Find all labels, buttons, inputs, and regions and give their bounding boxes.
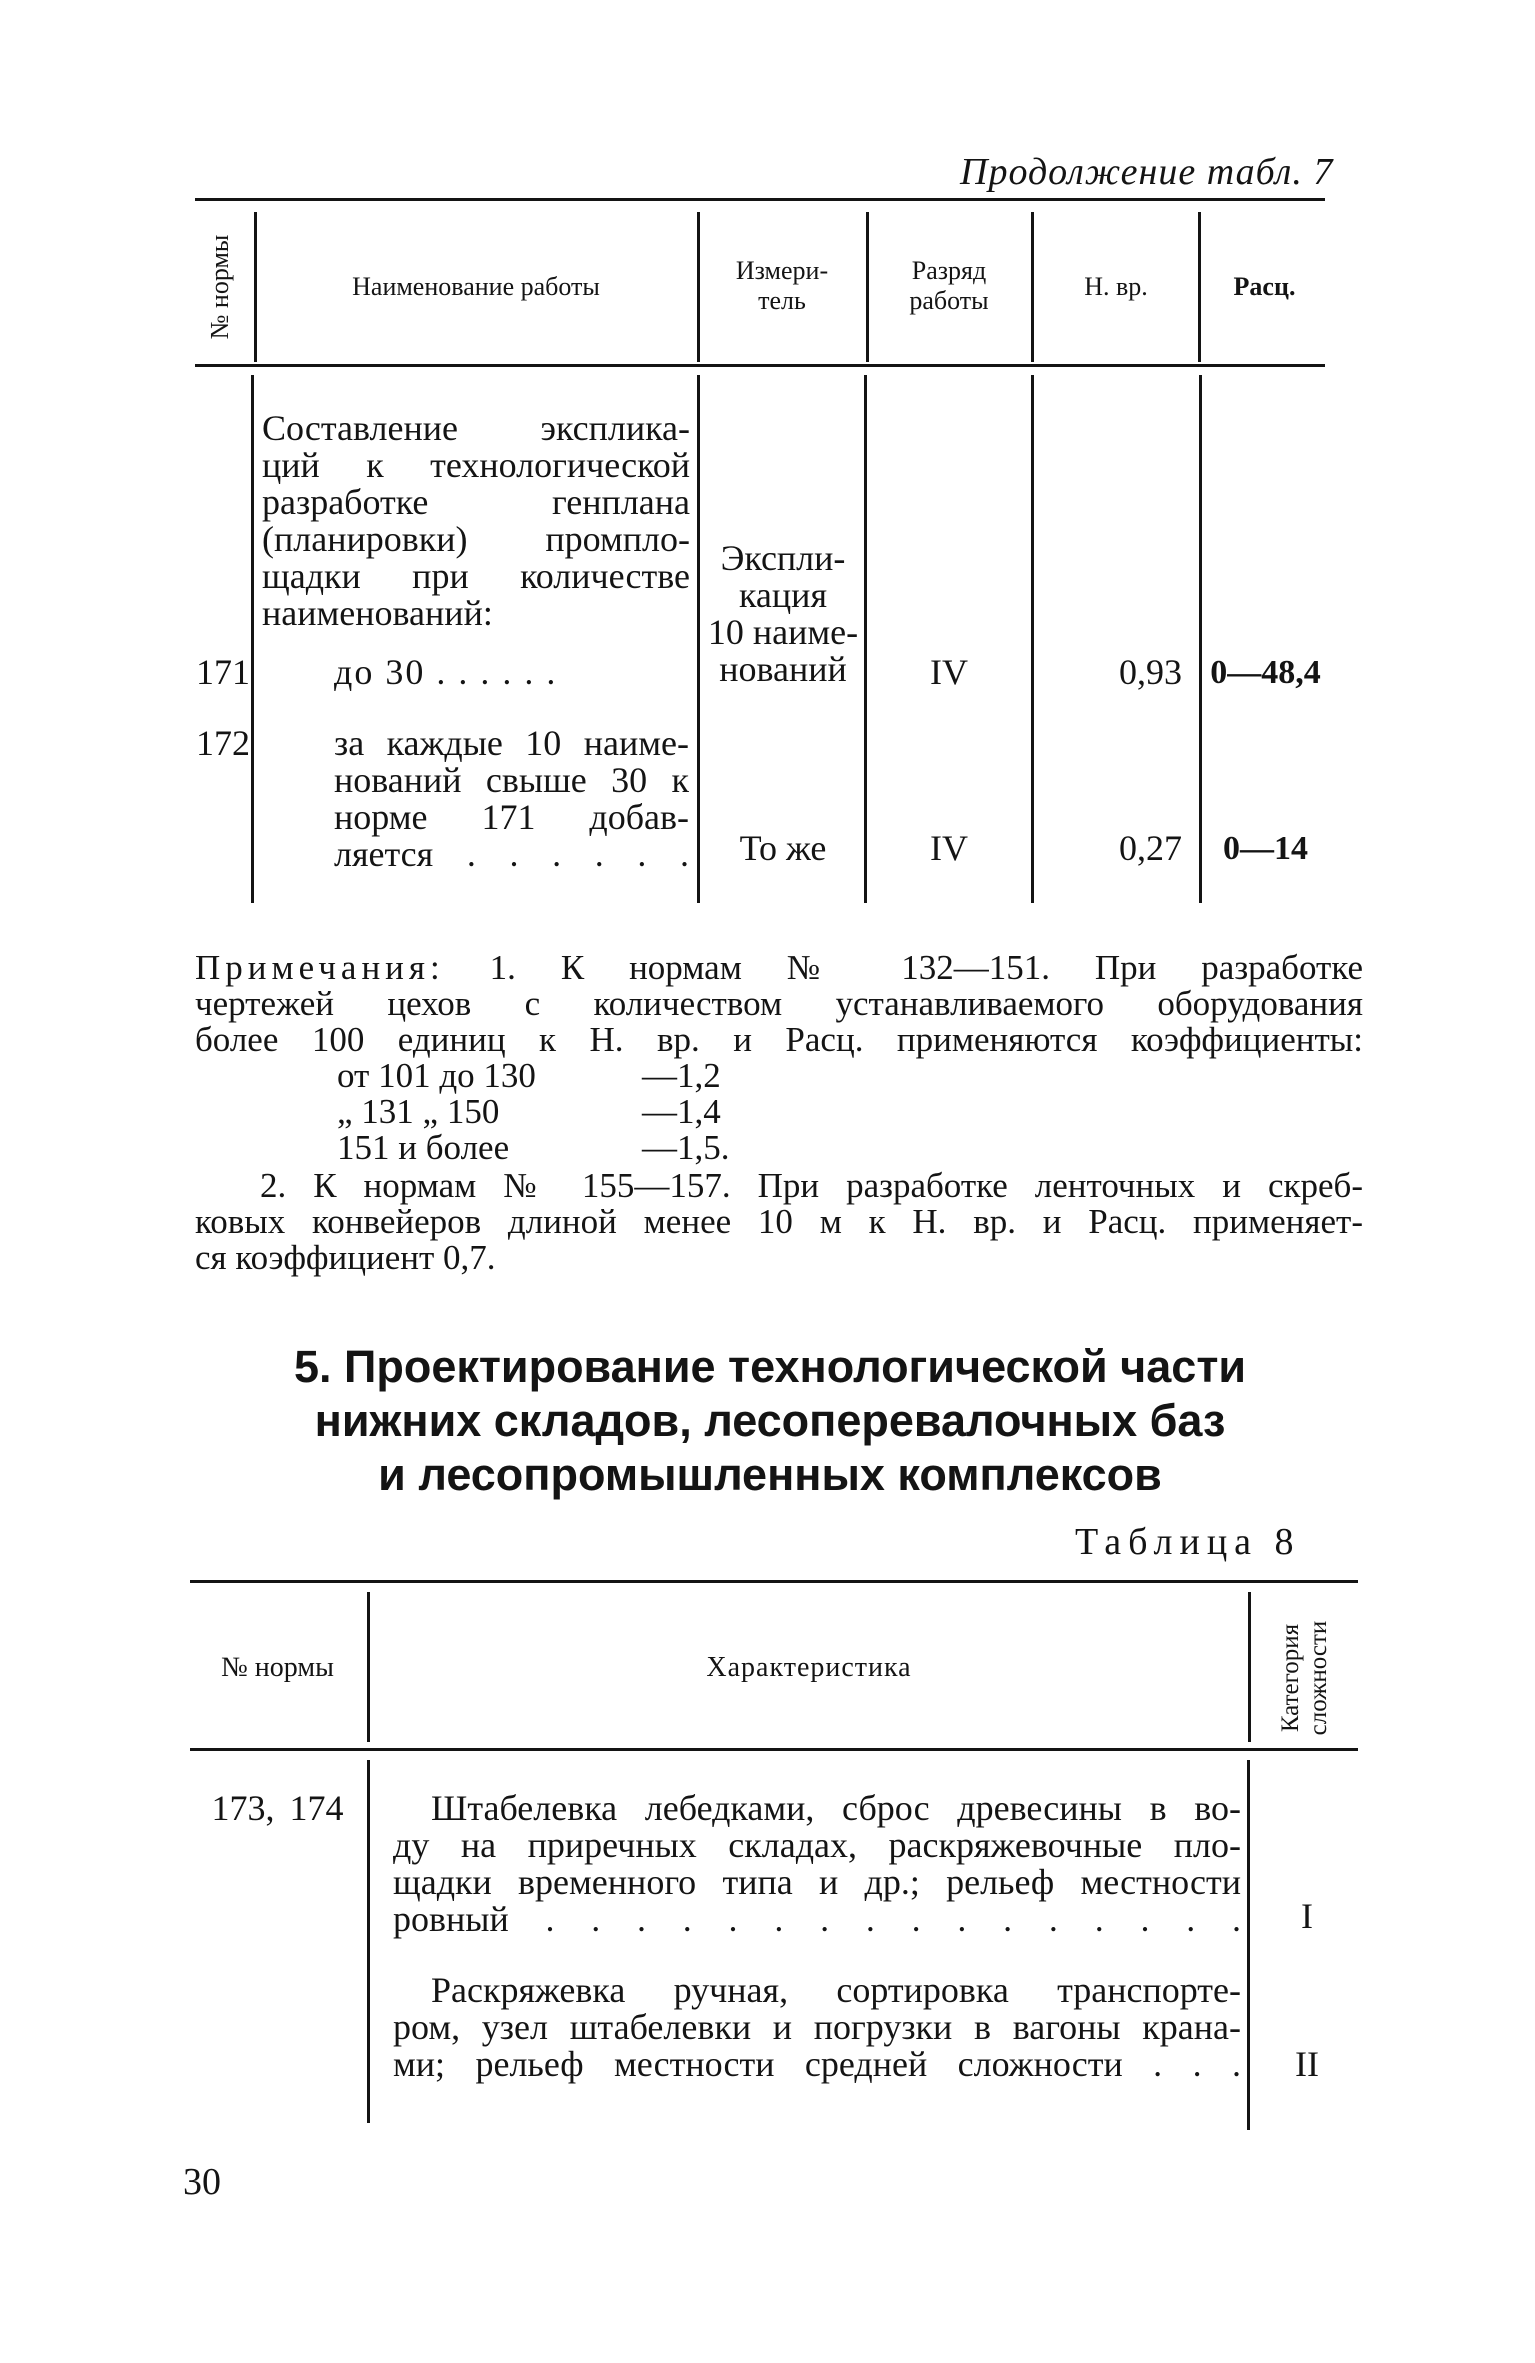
coefficient-list <box>337 1058 757 1166</box>
column-divider <box>1199 375 1202 903</box>
header-grade: Разряд работы <box>909 256 989 315</box>
row-rate: 0—14 <box>1223 830 1308 867</box>
coefficient-row: „ 131 „ 150 —1,4 <box>337 1092 721 1131</box>
note-1-line: чертежей цехов с количеством устанавливаемого оборудования <box>195 984 1363 1023</box>
row-norm-number: 171 <box>196 652 250 692</box>
row-time-norm: 0,27 <box>1119 828 1182 868</box>
row-norm-number: 173, 174 <box>211 1788 344 1828</box>
coefficient-row: 151 и более —1,5. <box>337 1128 730 1167</box>
table-top-rule <box>195 198 1325 201</box>
header-description: Характеристика <box>706 1652 912 1683</box>
row-description: Штабелевка лебедками, сброс древесины в во- ду на приречных складах, раскряжевочные пло- щадки временного типа и др.; рельеф местности ровный . . . . . . . . . . . . . . . . <box>393 1788 1241 1939</box>
row-unit: То же <box>739 828 827 868</box>
table-caption: Таблица 8 <box>1075 1521 1301 1563</box>
table-header-rule <box>190 1748 1358 1751</box>
note-2 <box>195 1168 1363 1276</box>
header-time-norm: Н. вр. <box>1084 272 1148 301</box>
row-complexity-category: II <box>1295 2044 1319 2084</box>
unit-cell: Экспли- кация 10 наиме- нований <box>707 538 859 689</box>
row-complexity-category: I <box>1301 1896 1313 1936</box>
column-divider <box>367 1760 370 2123</box>
note-1-line: более 100 единиц к Н. вр. и Расц. применяются коэффициенты: <box>195 1020 1363 1059</box>
column-divider <box>1247 1760 1250 2130</box>
column-divider <box>1198 212 1201 362</box>
work-description-intro: Составление эксплика- ций к технологической разработке генплана (планировки) промпло- щадки при количестве наименований: <box>262 408 690 633</box>
note-2-line: 2. К нормам № 155—157. При разработке ленточных и скреб- <box>260 1166 1363 1205</box>
column-divider <box>697 375 700 903</box>
table-caption: Продолжение табл. 7 <box>960 151 1334 193</box>
column-divider <box>864 375 867 903</box>
column-divider <box>1031 375 1034 903</box>
header-unit: Измери- тель <box>735 256 829 315</box>
row-description: Раскряжевка ручная, сортировка транспорте- ром, узел штабелевки и погрузки в вагоны крана- ми; рельеф местности средней сложности . . . <box>393 1970 1241 2084</box>
section-heading: 5. Проектирование технологической части нижних складов, лесоперевалочных баз и лесопромышленных комплексов <box>293 1341 1247 1500</box>
header-work-name: Наименование работы <box>352 272 600 301</box>
table-header-rule <box>195 364 1325 367</box>
header-norm-number: № нормы <box>221 1652 334 1683</box>
table-top-rule <box>190 1580 1358 1583</box>
row-rate: 0—48,4 <box>1210 654 1321 691</box>
coefficient-row: от 101 до 130 —1,2 <box>337 1056 721 1095</box>
header-complexity-category: Категория сложности <box>1277 1620 1332 1736</box>
header-norm-number: № нормы <box>205 234 234 340</box>
row-work-name: до 30 . . . . . . <box>334 652 558 692</box>
notes-label: Примечания: <box>195 948 445 987</box>
note-2-line: ковых конвейеров длиной менее 10 м к Н. вр. и Расц. применяет- <box>195 1202 1363 1241</box>
note-2-line: ся коэффициент 0,7. <box>195 1238 496 1277</box>
row-work-name: за каждые 10 наиме- нований свыше 30 к норме 171 добав- ляется . . . . . . <box>334 723 689 874</box>
notes-block <box>195 950 1363 1058</box>
note-1-line: Примечания: 1. К нормам № 132—151. При разработке <box>195 948 1363 987</box>
page-number: 30 <box>183 2161 221 2203</box>
row-grade: IV <box>930 828 968 868</box>
row-norm-number: 172 <box>196 723 250 763</box>
column-divider <box>367 1592 370 1742</box>
row-grade: IV <box>930 652 968 692</box>
column-divider <box>251 375 254 903</box>
header-rate: Расц. <box>1233 272 1296 301</box>
row-time-norm: 0,93 <box>1119 652 1182 692</box>
